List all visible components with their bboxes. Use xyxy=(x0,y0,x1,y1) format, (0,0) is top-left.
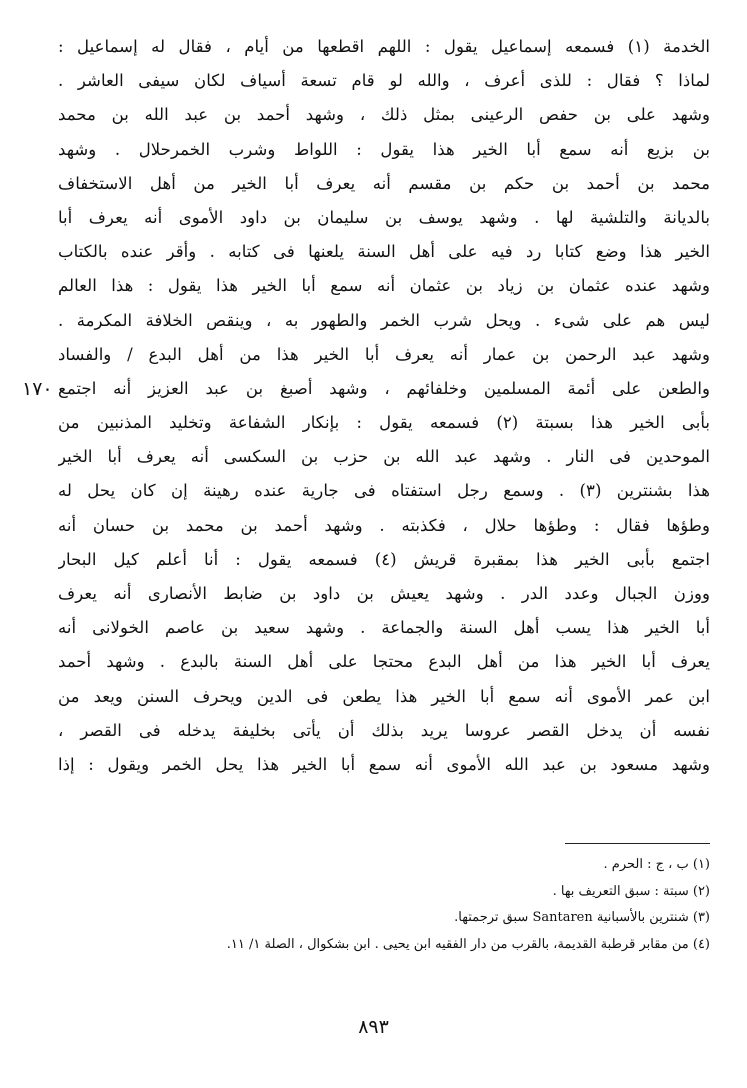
footnote: (١) ب ، ج : الحرم . xyxy=(603,857,710,872)
text-line: وطؤها فقال : وطؤها حلال ، فكذبته . وشهد أحمد بن محمد بن حسان أنه xyxy=(58,515,710,535)
footnotes xyxy=(50,852,710,958)
text-line: وشهد عنده عثمان بن زياد بن عثمان أنه سمع أبا الخير هذا يقول : هذا العالم xyxy=(58,276,710,296)
text-line: لماذا ؟ فقال : للذى أعرف ، والله لو قام تسعة أسياف لكان سيفى العاشر . xyxy=(58,71,710,91)
text-line: بأبى الخير هذا بسبتة (٢) فسمعه يقول : بإنكار الشفاعة وتخليد المذنبين من xyxy=(58,413,710,433)
main-text xyxy=(58,30,710,782)
margin-folio-number: ١٧٠ xyxy=(22,378,53,400)
text-line: والطعن على أئمة المسلمين وخلفائهم ، وشهد أصبغ بن عبد العزيز أنه اجتمع xyxy=(58,378,710,398)
text-line: بن بزيع أنه سمع أبا الخير هذا يقول : اللواط وشرب الخمرحلال . وشهد xyxy=(58,139,710,159)
text-line: أبا الخير هذا يسب أهل السنة والجماعة . وشهد سعيد بن عاصم الخولانى أنه xyxy=(58,618,710,638)
text-line: نفسه أن يدخل القصر عروسا يريد بذلك أن يأتى بخليفة يدخله فى القصر ، xyxy=(58,720,710,740)
text-line: اجتمع بأبى الخير هذا بمقبرة قريش (٤) فسمعه يقول : أنا أعلم كيل البحار xyxy=(58,549,710,569)
text-line: الخير هذا وضع كتابا رد فيه على أهل السنة يلعنها فى كتابه . وأقر عنده بالكتاب xyxy=(58,242,710,262)
text-line: يعرف أبا الخير هذا من أهل البدع محتجا على أهل السنة بالبدع . وشهد أحمد xyxy=(58,652,710,672)
text-line: ووزن الجبال وعدد الدر . وشهد يعيش بن داود بن ضابط الأنصارى أنه يعرف xyxy=(58,584,710,603)
text-line: ابن عمر الأموى أنه سمع أبا الخير هذا يطعن فى الدين ويحرف السنن ويعد من xyxy=(58,686,710,706)
text-line: وشهد مسعود بن عبد الله الأموى أنه سمع أبا الخير هذا يحل الخمر ويقول : إذا xyxy=(58,754,710,774)
text-line: محمد بن أحمد بن حكم بن مقسم أنه يعرف أبا الخير من أهل الاستخفاف xyxy=(58,173,710,193)
footnote: (٢) سبتة : سبق التعريف بها . xyxy=(552,883,710,899)
page-number: ٨٩٣ xyxy=(358,1016,389,1038)
footnote: (٣) شنترين بالأسبانية Santaren سبق ترجمتها. xyxy=(454,910,710,925)
footnote: (٤) من مقابر قرطبة القديمة، بالقرب من دار الفقيه ابن يحيى . ابن بشكوال ، الصلة ١/ ١١. xyxy=(226,936,710,952)
text-line: الموحدين فى النار . وشهد عبد الله بن حزب بن السكسى أنه يعرف أبا الخير xyxy=(58,447,710,467)
text-line: هذا بشنترين (٣) . وسمع رجل استفتاه فى جارية عنده رهينة إن كان يحل له xyxy=(58,481,710,501)
text-line: وشهد عبد الرحمن بن عمار أنه يعرف أبا الخير هذا من أهل البدع / والفساد xyxy=(58,344,710,364)
footnote-divider xyxy=(565,843,710,844)
text-line: ليس هم على شىء . ويحل شرب الخمر والطهور به ، وينقص الخلافة المكرمة . xyxy=(58,310,710,330)
text-line: وشهد على بن حفص الرعينى بمثل ذلك ، وشهد أحمد بن عبد الله بن محمد xyxy=(58,105,710,125)
text-line: بالديانة والتلشية لها . وشهد يوسف بن سليمان بن داود الأموى أنه يعرف أبا xyxy=(58,207,710,227)
text-line: الخدمة (١) فسمعه إسماعيل يقول : اللهم اقطعها من أيام ، فقال له إسماعيل : xyxy=(58,37,710,56)
